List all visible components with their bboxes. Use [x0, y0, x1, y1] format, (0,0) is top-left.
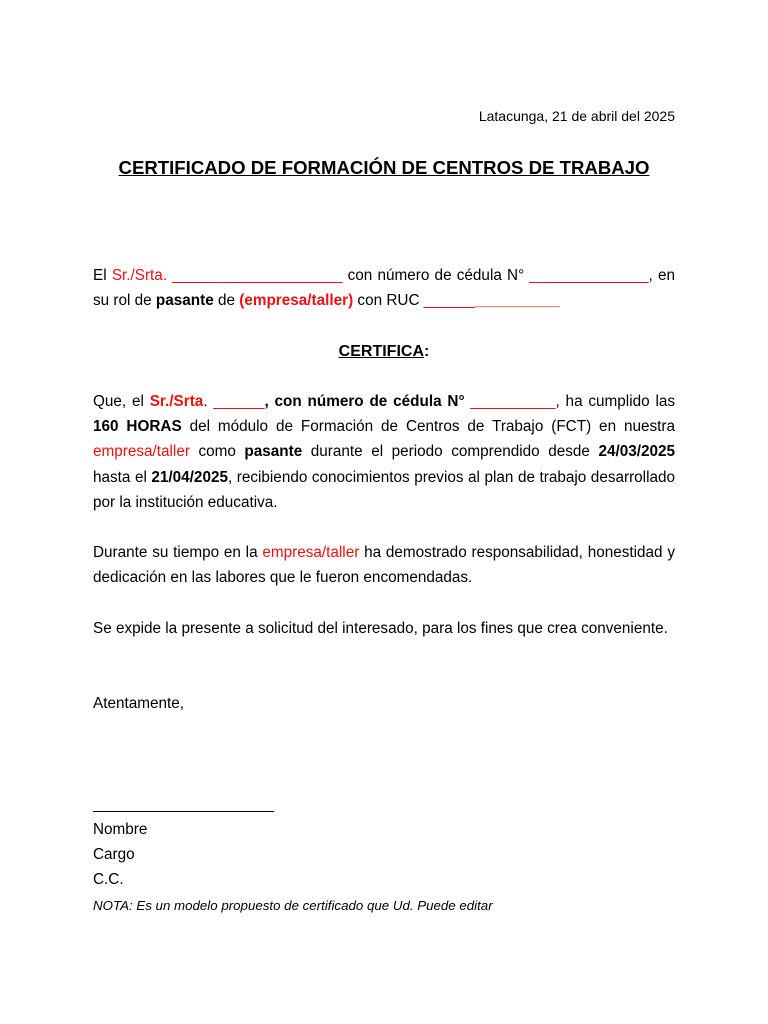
body-text: , ha cumplido las — [555, 393, 675, 410]
footnote: NOTA: Es un modelo propuesto de certificado que Ud. Puede editar — [93, 898, 493, 913]
body-text: Durante su tiempo en la — [93, 544, 263, 561]
placeholder-company: (empresa/taller) — [239, 292, 354, 310]
end-date: 21/04/2025 — [151, 468, 228, 486]
signer-name: Nombre — [93, 821, 148, 838]
intro-text: con RUC — [353, 292, 424, 310]
certification-paragraph — [93, 389, 675, 515]
certifica-heading — [93, 340, 675, 364]
issuance-paragraph: Se expide la presente a solicitud del interesado, para los fines que crea conveniente. — [93, 620, 668, 637]
placeholder-company: empresa/taller — [93, 443, 190, 461]
signer-id: C.C. — [93, 871, 124, 888]
closing-text: Atentamente, — [93, 695, 184, 712]
intro-text: , en su rol de — [93, 267, 675, 310]
document-date: Latacunga, 21 de abril del 2025 — [478, 108, 675, 124]
body-text: , recibiendo conocimientos previos al plan de trabajo desarrollado por la institución educativa. — [93, 468, 675, 511]
signer-position: Cargo — [93, 846, 135, 863]
start-date: 24/03/2025 — [598, 443, 675, 461]
conduct-paragraph — [93, 540, 675, 590]
body-text: Que, el — [93, 393, 150, 410]
certifica-colon: : — [424, 343, 430, 360]
placeholder-ruc: ______ — [423, 292, 475, 310]
body-text: como — [189, 443, 245, 461]
body-text: del módulo de Formación de Centros de Trabajo (FCT) en nuestra — [181, 418, 675, 436]
body-text: durante el periodo comprendido desde — [302, 443, 599, 461]
role-pasante: pasante — [244, 443, 303, 461]
body-text: . — [203, 393, 214, 410]
intro-text: de — [213, 292, 240, 310]
body-text: hasta el — [93, 468, 152, 486]
hours-count: 160 HORAS — [93, 418, 182, 436]
role-pasante: pasante — [155, 292, 214, 310]
placeholder-id-number: ______________ — [529, 267, 649, 284]
signature-line — [93, 811, 274, 812]
placeholder-name: Sr./Srta — [149, 393, 204, 410]
document-title: CERTIFICADO DE FORMACIÓN DE CENTROS DE TRABAJO — [118, 157, 650, 178]
placeholder-name: Sr./Srta. ____________________ — [111, 267, 343, 284]
body-text: ha demostrado responsabilidad, honestidad y dedicación en las labores que le fueron encomendadas. — [93, 544, 675, 587]
body-text: , con número de cédula N° — [264, 393, 471, 410]
intro-text: El — [93, 267, 112, 284]
certifica-word: CERTIFICA — [338, 343, 424, 360]
placeholder-name-blank: ______ — [213, 393, 265, 410]
placeholder-company: empresa/taller — [262, 544, 360, 561]
placeholder-ruc-extension: __________ — [474, 292, 560, 310]
placeholder-id-number: __________ — [470, 393, 556, 410]
intro-text: con número de cédula N° — [342, 267, 530, 284]
intro-paragraph — [93, 263, 675, 313]
